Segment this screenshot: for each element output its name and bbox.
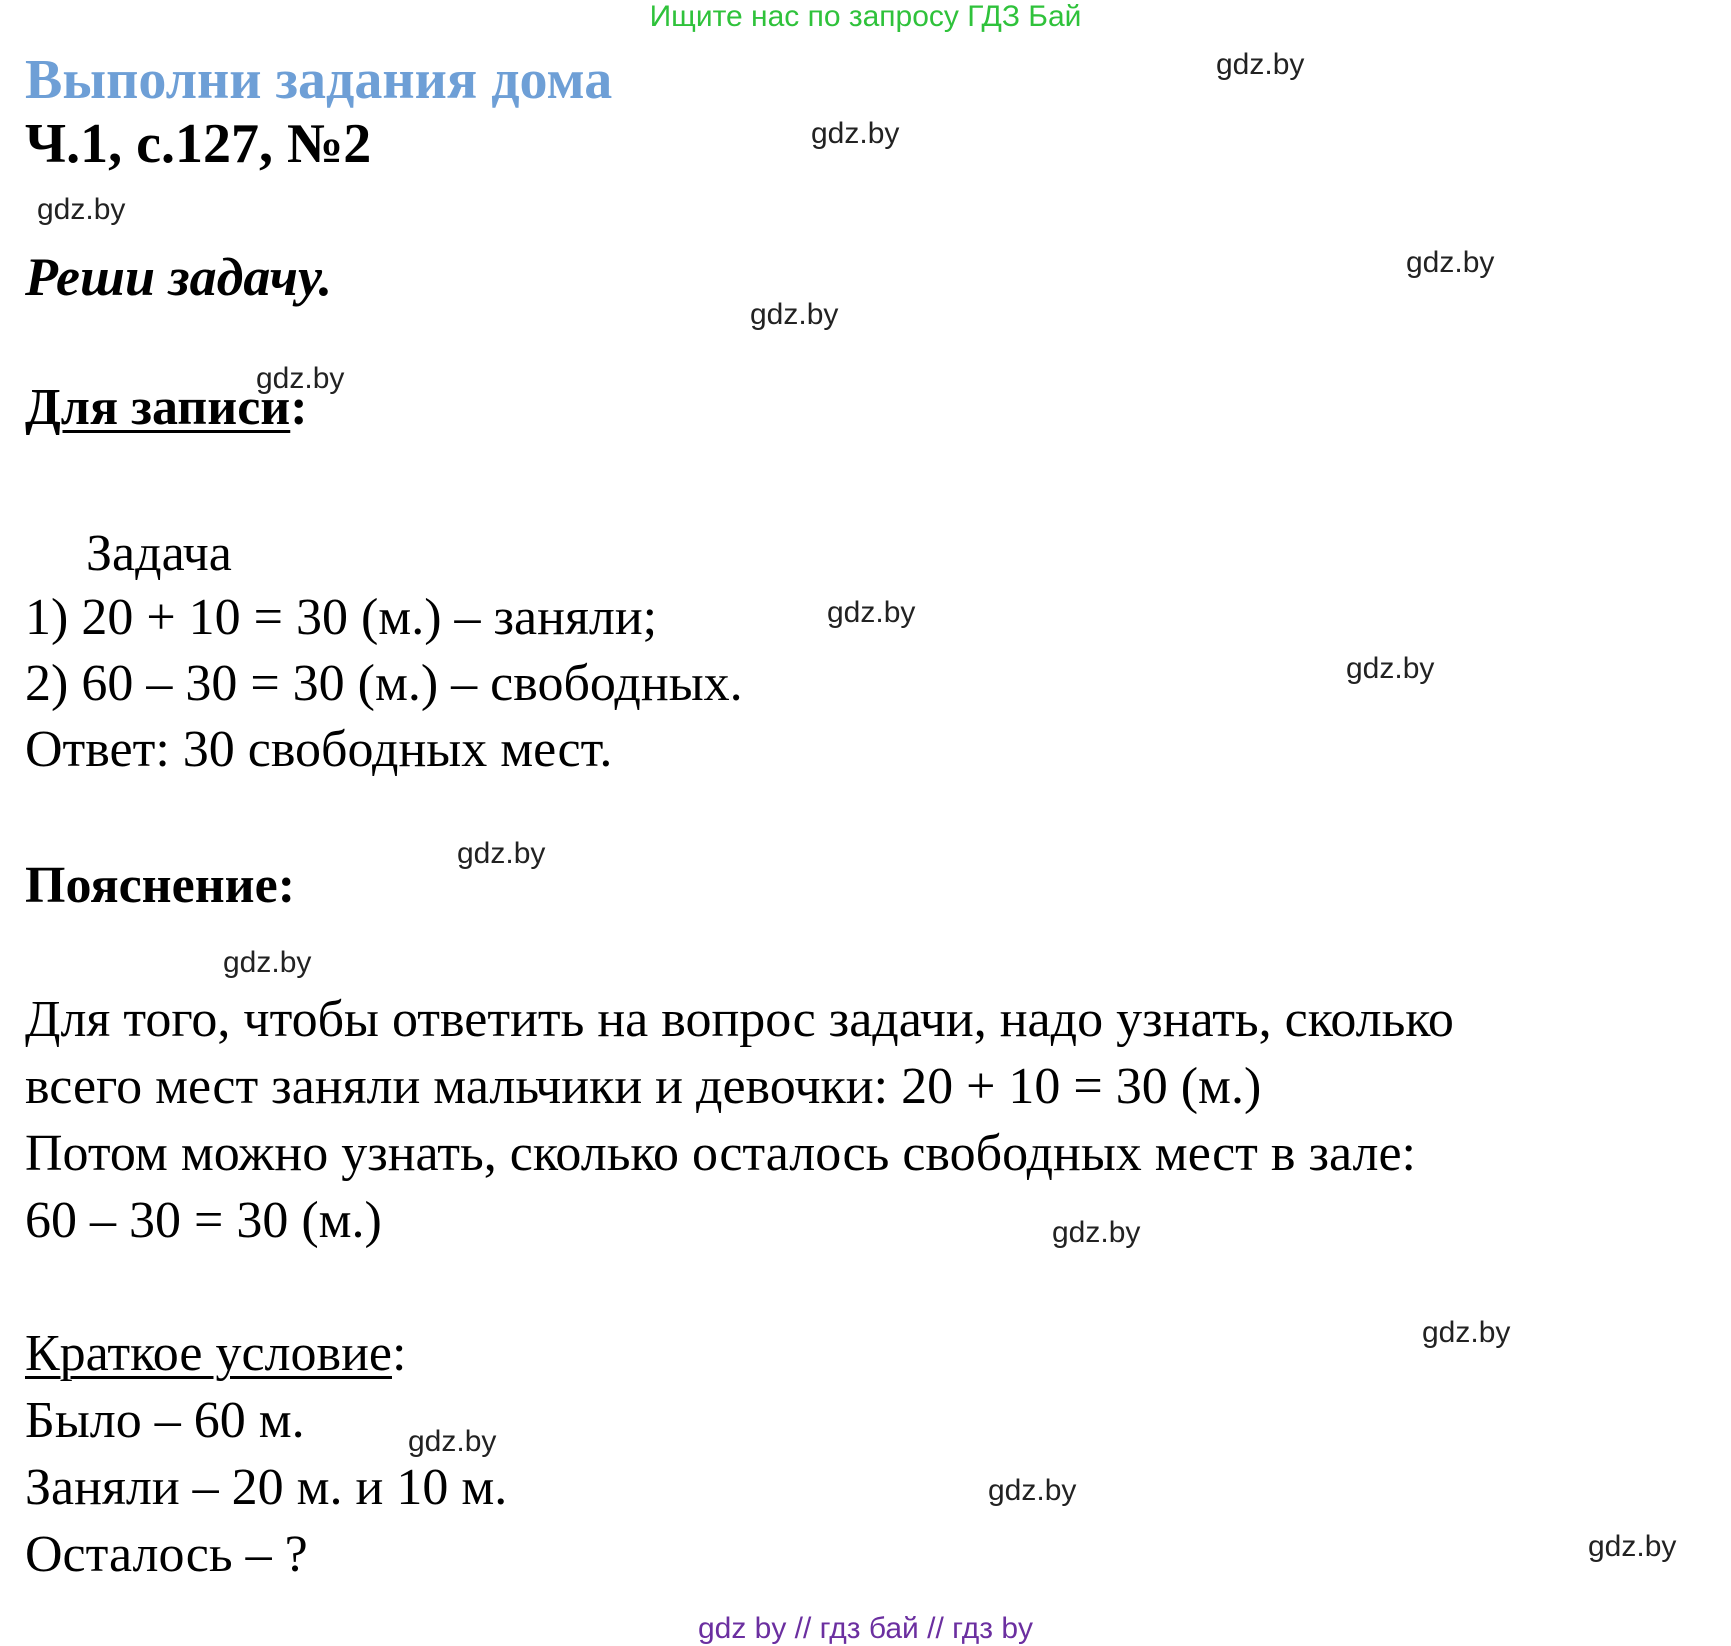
explanation-line-2: всего мест заняли мальчики и девочки: 20 + 10 = 30 (м.) xyxy=(25,1058,1262,1115)
watermark: gdz.by xyxy=(988,1474,1077,1507)
watermark: gdz.by xyxy=(1216,48,1305,81)
condition-heading-colon: : xyxy=(391,1325,407,1382)
watermark: gdz.by xyxy=(408,1425,497,1458)
watermark: gdz.by xyxy=(1346,652,1435,685)
solution-step-1: 1) 20 + 10 = 30 (м.) – заняли; xyxy=(25,589,658,646)
answer-line: Ответ: 30 свободных мест. xyxy=(25,721,613,778)
watermark: gdz.by xyxy=(1422,1316,1511,1349)
condition-line-was: Было – 60 м. xyxy=(25,1392,305,1449)
explanation-line-4: 60 – 30 = 30 (м.) xyxy=(25,1192,382,1249)
condition-heading xyxy=(25,1324,406,1383)
watermark: gdz.by xyxy=(1588,1530,1677,1563)
watermark: gdz.by xyxy=(256,362,345,395)
explanation-line-3: Потом можно узнать, сколько осталось свободных мест в зале: xyxy=(25,1125,1416,1182)
condition-line-taken: Заняли – 20 м. и 10 м. xyxy=(25,1459,508,1516)
explanation-line-1: Для того, чтобы ответить на вопрос задачи, надо узнать, сколько xyxy=(25,991,1454,1048)
solution-step-2: 2) 60 – 30 = 30 (м.) – свободных. xyxy=(25,655,743,712)
task-instruction: Реши задачу. xyxy=(25,247,333,307)
search-banner: Ищите нас по запросу ГДЗ Бай xyxy=(649,0,1082,33)
watermark: gdz.by xyxy=(1052,1216,1141,1249)
page-title: Выполни задания дома xyxy=(25,49,613,111)
footer-links: gdz by // гдз бай // гдз by xyxy=(697,1612,1034,1645)
watermark: gdz.by xyxy=(827,596,916,629)
watermark: gdz.by xyxy=(223,946,312,979)
condition-line-left: Осталось – ? xyxy=(25,1526,308,1583)
watermark: gdz.by xyxy=(457,837,546,870)
watermark: gdz.by xyxy=(750,298,839,331)
watermark: gdz.by xyxy=(811,117,900,150)
condition-heading-text: Краткое условие xyxy=(25,1325,392,1382)
record-heading-colon: : xyxy=(290,379,308,436)
task-reference: Ч.1, с.127, №2 xyxy=(25,113,372,175)
watermark: gdz.by xyxy=(1406,246,1495,279)
explanation-heading: Пояснение: xyxy=(25,857,296,914)
watermark: gdz.by xyxy=(37,193,126,226)
record-heading-text: Для записи xyxy=(25,379,291,436)
task-label: Задача xyxy=(86,525,232,582)
